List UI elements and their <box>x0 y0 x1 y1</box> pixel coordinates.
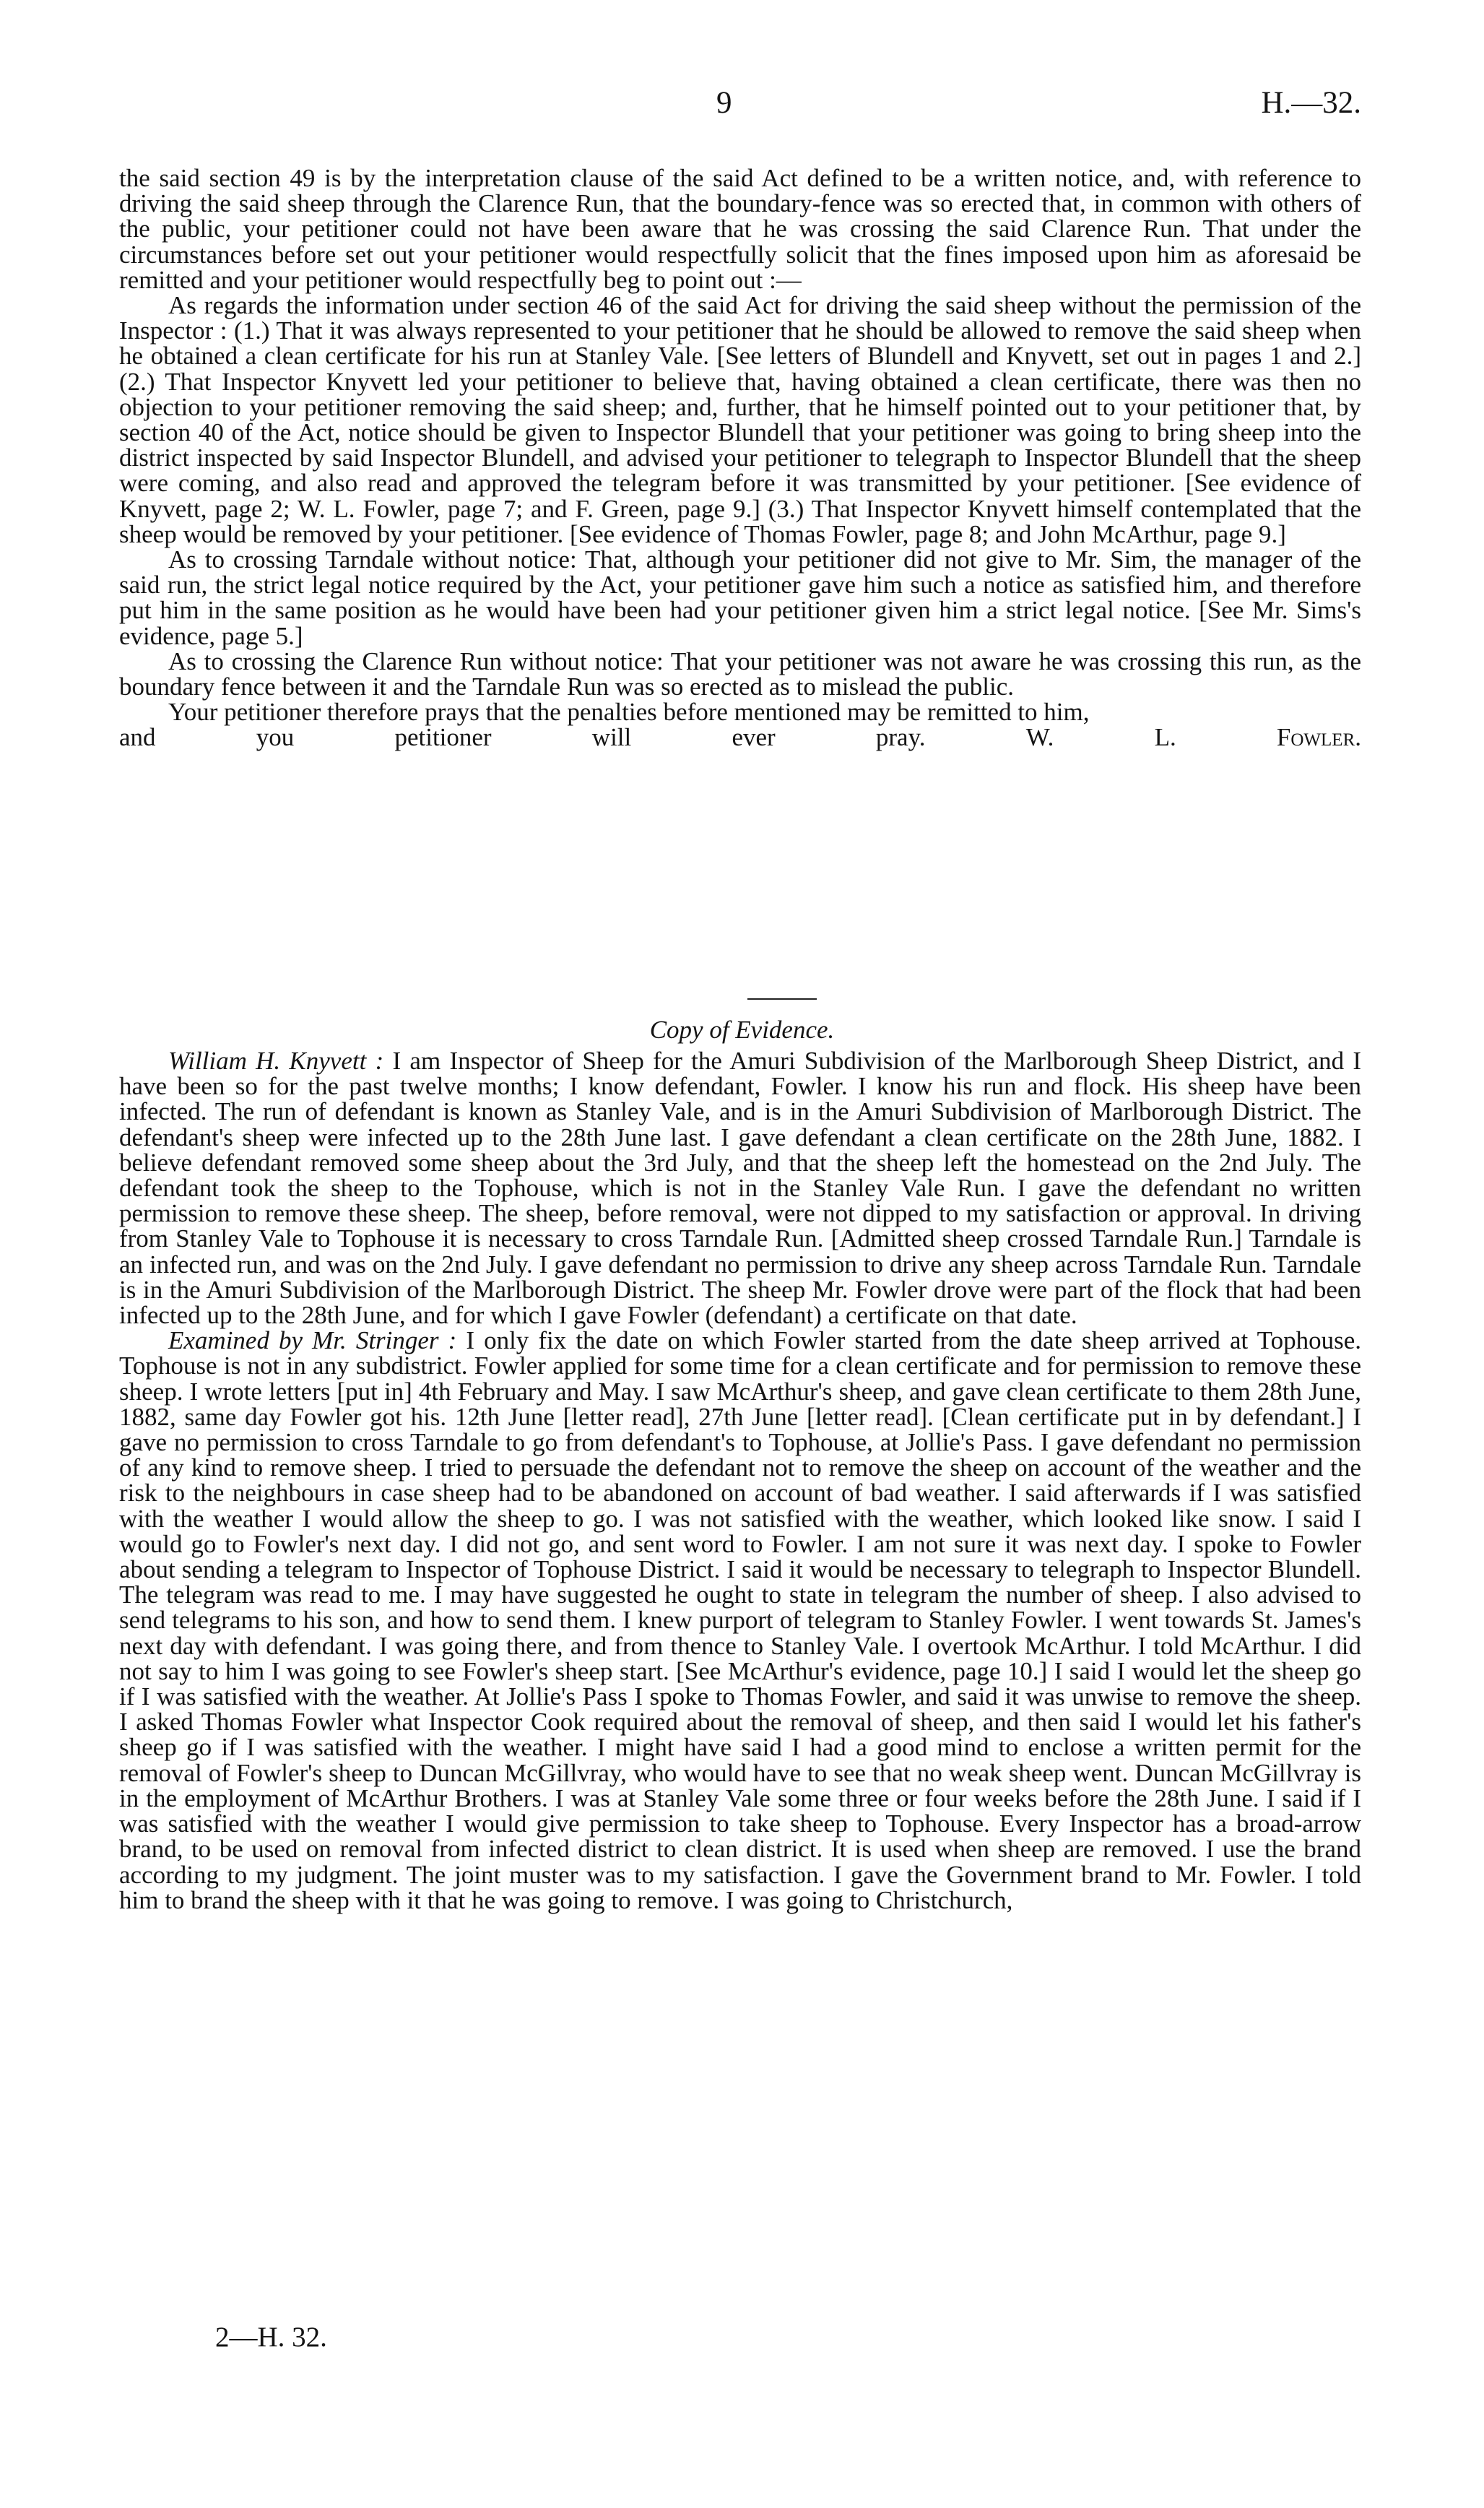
petition-paragraph-3: As to crossing Tarndale without notice: That, although your petitioner did not give to Mr. Sim, the manager of the said run, the strict legal notice required by the Act, your petitioner gave him such a notice as satisfied him, and therefore put him in the same position as he would have been had your petitioner given him a strict legal notice. [See Mr. Sims's evidence, page 5.] <box>119 545 1361 650</box>
evidence-heading: Copy of Evidence. <box>649 1016 835 1044</box>
petition-paragraph-4: As to crossing the Clarence Run without notice: That your petitioner was not aware he was crossing this run, as the boundary fence between it and the Tarndale Run was so erected as to mislead the public. <box>119 647 1361 701</box>
petition-body <box>119 165 1361 751</box>
petition-paragraph-1: the said section 49 is by the interpretation clause of the said Act defined to be a written notice, and, with reference to driving the said sheep through the Clarence Run, that the boundary-fence was so erected that, in common with others of the public, your petitioner could not have been aware that he was crossing the said Clarence Run. That under the circumstances before set out your petitioner would respectfully solicit that the fines imposed upon him as aforesaid be remitted and your petitioner would respectfully beg to point out :— <box>119 164 1361 294</box>
cross-examination <box>119 1328 1361 1913</box>
examiner-label: Examined by Mr. Stringer : <box>168 1326 457 1355</box>
prayer-signature-line <box>119 725 1361 750</box>
signature-mark: 2—H. 32. <box>215 2322 327 2353</box>
testimony-text: I am Inspector of Sheep for the Amuri Subdivision of the Marlborough Sheep District, and I have been so for the past twelve months; I know defendant, Fowler. I know his run and flock. His sheep have been infected. The run of defendant is known as Stanley Vale, and is in the Amuri Subdivision of Marlborough District. The defendant's sheep were infected up to the 28th June last. I gave defendant a clean certificate on the 28th June, 1882. I believe defendant removed some sheep about the 3rd July, and that the sheep left the homestead on the 2nd July. The defendant took the sheep to the Tophouse, which is not in the Stanley Vale Run. I gave the defendant no written permission to remove these sheep. The sheep, before removal, were not dipped to my satisfaction or approval. In driving from Stanley Vale to Tophouse it is necessary to cross Tarndale Run. [Admitted sheep crossed Tarndale Run.] Tarndale is an infected run, and was on the 2nd July. I gave defendant no permission to drive any sheep across Tarndale Run. Tarndale is in the Amuri Subdivision of the Marlborough District. The sheep Mr. Fowler drove were part of the flock that had been infected up to the 28th June, and for which I gave Fowler (defendant) a certificate on that date. <box>119 1047 1362 1330</box>
prayer-closing: and you petitioner will ever pray. <box>119 723 926 752</box>
evidence-body <box>119 1048 1361 1913</box>
petition-paragraph-5: Your petitioner therefore prays that the penalties before mentioned may be remitted to him, <box>168 698 1090 727</box>
petitioner-signature: W. L. Fowler. <box>1025 723 1361 752</box>
document-reference: H.—32. <box>1261 86 1361 120</box>
examination-text: I only fix the date on which Fowler started from the date sheep arrived at Tophouse. Tophouse is not in any subdistrict. Fowler applied for some time for a clean certificate and for permission to remove these sheep. I wrote letters [put in] 4th February and May. I saw McArthur's sheep, and gave clean certificate to them 28th June, 1882, same day Fowler got his. 12th June [letter read], 27th June [letter read]. [Clean certificate put in by defendant.] I gave no permission to cross Tarndale to go from defendant's to Tophouse, at Jollie's Pass. I gave defendant no permission of any kind to remove sheep. I tried to persuade the defendant not to remove the sheep on account of the weather and the risk to the neighbours in case sheep had to be abandoned on account of bad weather. I said afterwards if I was satisfied with the weather I would allow the sheep to go. I was not satisfied with the weather, which looked like snow. I said I would go to Fowler's next day. I did not go, and sent word to Fowler. I am not sure it was next day. I spoke to Fowler about sending a telegram to Inspector of Tophouse District. I said it would be necessary to telegraph to Inspector Blundell. The telegram was read to me. I may have suggested he ought to state in telegram the number of sheep. I also advised to send telegrams to his son, and how to send them. I knew purport of telegram to Stanley Fowler. I went towards St. James's next day with defendant. I was going there, and from thence to Stanley Vale. I overtook McArthur. I told McArthur. I did not say to him I was going to see Fowler's sheep start. [See McArthur's evidence, page 10.] I said I would let the sheep go if I was satisfied with the weather. At Jollie's Pass I spoke to Thomas Fowler, and said it was unwise to remove the sheep. I asked Thomas Fowler what Inspector Cook required about the removal of sheep, and then said I would let his father's sheep go if I was satisfied with the weather. I might have said I had a good mind to enclose a written permit for the removal of Fowler's sheep to Duncan McGillvray, who would have to see that no weak sheep went. Duncan McGillvray is in the employment of McArthur Brothers. I was at Stanley Vale some three or four weeks before the 28th June. I said if I was satisfied with the weather I would give permission to take sheep to Tophouse. Every Inspector has a broad-arrow brand, to be used on removal from infected district to clean district. It is used when sheep are removed. I use the brand according to my judgment. The joint muster was to my satisfaction. I gave the Government brand to Mr. Fowler. I told him to brand the sheep with it that he was going to remove. I was going to Christchurch, <box>119 1326 1361 1914</box>
witness-testimony <box>119 1048 1361 1328</box>
page-number: 9 <box>716 86 732 120</box>
section-divider <box>747 998 817 1000</box>
petition-paragraph-2: As regards the information under section 46 of the said Act for driving the said sheep without the permission of the Inspector : (1.) That it was always represented to your petitioner that he should be allowed to remove the said sheep when he obtained a clean certificate for his run at Stanley Vale. [See letters of Blundell and Knyvett, set out in pages 1 and 2.] (2.) That Inspector Knyvett led your petitioner to believe that, having obtained a clean certificate, there was then no objection to your petitioner removing the said sheep; and, further, that he himself pointed out to your petitioner that, by section 40 of the Act, notice should be given to Inspector Blundell that your petitioner was going to bring sheep into the district inspected by said Inspector Blundell, and advised your petitioner to telegraph to Inspector Blundell that the sheep were coming, and also read and approved the telegram before it was transmitted by your petitioner. [See evidence of Knyvett, page 2; W. L. Fowler, page 7; and F. Green, page 9.] (3.) That Inspector Knyvett himself contemplated that the sheep would be removed by your petitioner. [See evidence of Thomas Fowler, page 8; and John McArthur, page 9.] <box>119 291 1361 548</box>
witness-name: William H. Knyvett : <box>168 1047 384 1075</box>
